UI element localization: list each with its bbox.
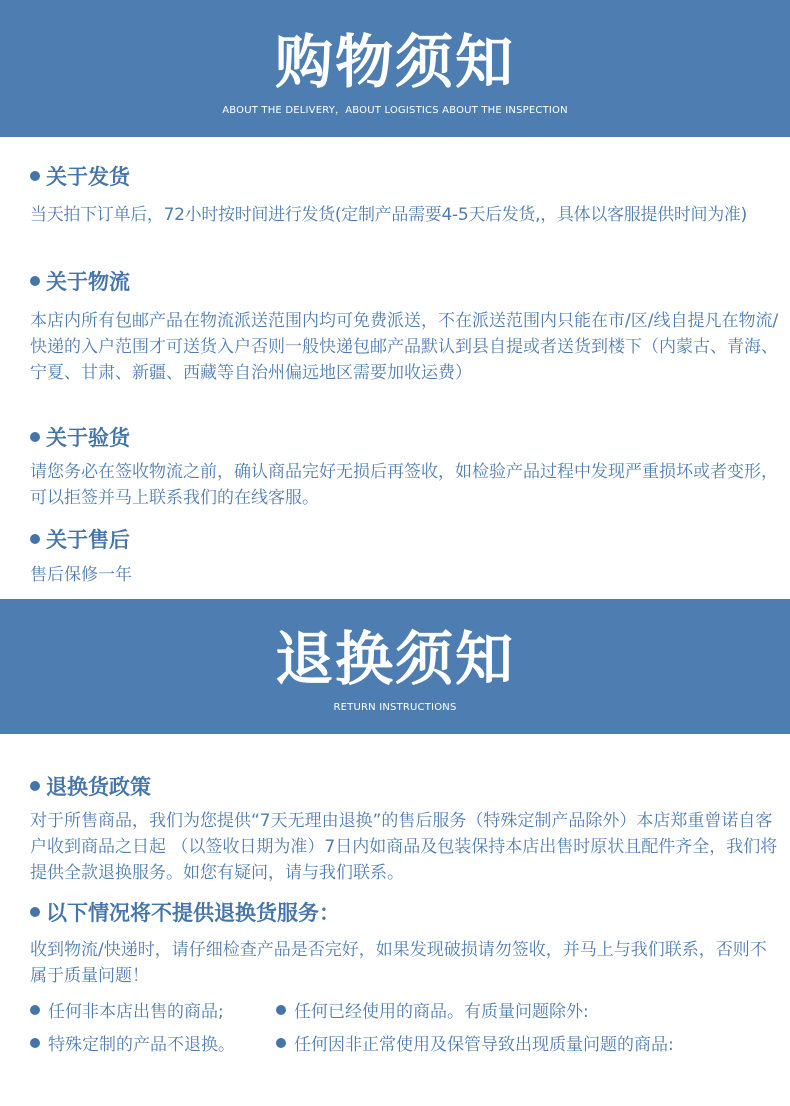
banner-subtitle: RETURN INSTRUCTIONS <box>333 702 457 713</box>
section-heading-logistics: 关于物流 <box>30 272 130 293</box>
section-heading-no-return: 以下情况将不提供退换货服务： <box>30 903 340 924</box>
section-text-delivery: 当天拍下订单后，72小时按时间进行发货(定制产品需要4-5天后发货,，具体以客服提供时间为准) <box>30 205 747 225</box>
banner-subtitle: ABOUT THE DELIVERY，ABOUT LOGISTICS ABOUT THE INSPECTION <box>222 105 568 116</box>
exclusion-item: 特殊定制的产品不退换。 <box>30 1037 235 1054</box>
exclusion-item: 任何非本店出售的商品; <box>30 1004 224 1021</box>
bullet-dot-icon <box>30 781 40 791</box>
section-text-return-policy: 对于所售商品，我们为您提供“7天无理由退换”的售后服务（特殊定制产品除外）本店郑重曾诺自客户收到商品之日起 （以签收日期为准）7日内如商品及包装保持本店出售时原状且配件齐全，我们将提供全款退换服务。如您有疑问，请与我们联系。 <box>30 811 778 883</box>
section-text-inspection: 请您务必在签收物流之前，确认商品完好无损后再签收，如检验产品过程中发现严重损坏或者变形，可以拒签并马上联系我们的在线客服。 <box>30 462 778 508</box>
bullet-dot-icon <box>276 1038 286 1048</box>
shopping-notice-banner <box>0 0 790 137</box>
bullet-dot-icon <box>30 432 40 442</box>
banner-title: 退换须知 <box>274 625 515 693</box>
section-heading-aftersales: 关于售后 <box>30 530 130 551</box>
bullet-dot-icon <box>30 171 40 181</box>
section-text-no-return: 收到物流/快递时，请仔细检查产品是否完好，如果发现破损请勿签收，并马上与我们联系，否则不属于质量问题！ <box>30 940 767 986</box>
section-heading-inspection: 关于验货 <box>30 428 130 449</box>
bullet-dot-icon <box>30 1005 40 1015</box>
banner-title: 购物须知 <box>274 28 515 96</box>
section-text-aftersales: 售后保修一年 <box>30 565 132 585</box>
return-notice-banner <box>0 599 790 734</box>
section-heading-delivery: 关于发货 <box>30 167 130 188</box>
section-heading-return-policy: 退换货政策 <box>30 777 151 798</box>
bullet-dot-icon <box>30 907 40 917</box>
bullet-dot-icon <box>30 1038 40 1048</box>
bullet-dot-icon <box>30 276 40 286</box>
bullet-dot-icon <box>276 1005 286 1015</box>
bullet-dot-icon <box>30 534 40 544</box>
exclusion-item: 任何因非正常使用及保管导致出现质量问题的商品: <box>276 1037 674 1054</box>
exclusion-item: 任何已经使用的商品。有质量问题除外: <box>276 1004 589 1021</box>
section-text-logistics: 本店内所有包邮产品在物流派送范围内均可免费派送，不在派送范围内只能在市/区/线自提凡在物流/快递的入户范围才可送货入户否则一般快递包邮产品默认到县自提或者送货到楼下（内蒙古、青海、宁夏、甘肃、新疆、西藏等自治州偏远地区需要加收运费） <box>30 311 779 383</box>
